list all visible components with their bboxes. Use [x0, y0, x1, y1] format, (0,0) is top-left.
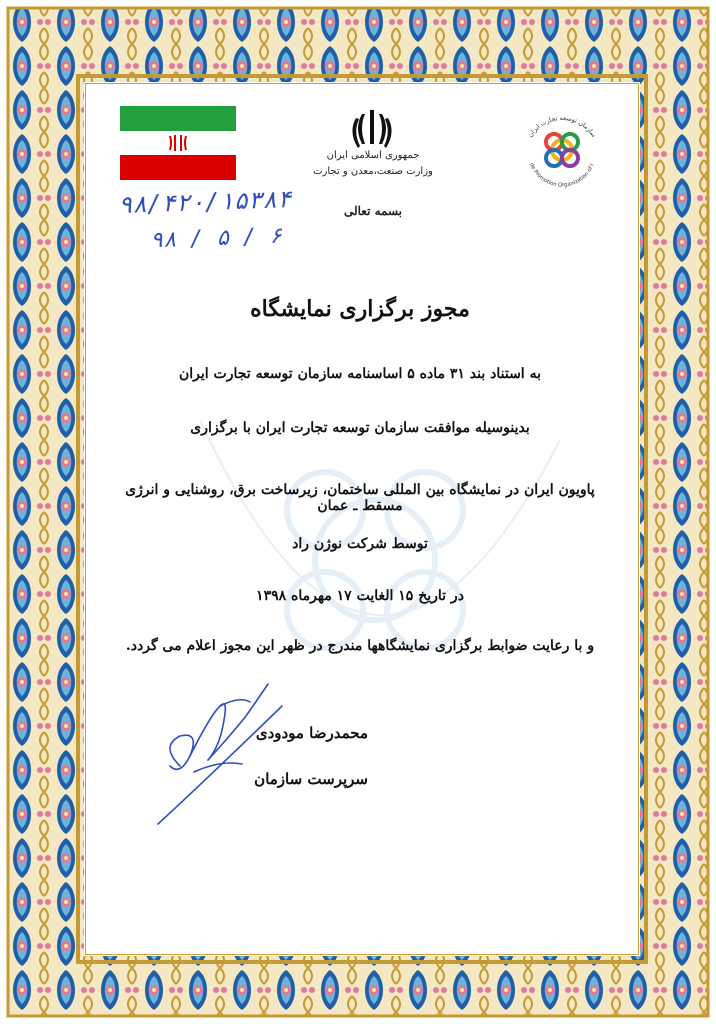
handwritten-signature [150, 676, 290, 826]
iran-emblem-icon [348, 108, 396, 152]
body-line-5: در تاریخ ۱۵ الغایت ۱۷ مهرماه ۱۳۹۸ [256, 588, 464, 604]
tpo-logo-text-fa: سازمان توسعه تجارت ایران [526, 113, 598, 139]
svg-text:سازمان توسعه تجارت ایران [526, 114, 598, 139]
invocation-text: بسمه تعالی [343, 204, 403, 218]
body-line-4: توسط شرکت نوژن راد [292, 536, 428, 552]
tpo-logo-text-en: de Promotion Organization of I [528, 162, 596, 189]
body-line-2: بدینوسیله موافقت سازمان توسعه تجارت ایران با برگزاری [190, 420, 530, 436]
body-line-1: به استناد بند ۳۱ ماده ۵ اساسنامه سازمان توسعه تجارت ایران [179, 366, 541, 382]
page-title: مجوز برگزاری نمایشگاه [250, 296, 470, 322]
government-name: جمهوری اسلامی ایران [326, 150, 420, 161]
handwritten-date: ۹۸ / ۵ / ۶ [149, 223, 283, 254]
signer-position: سرپرست سازمان [254, 770, 368, 788]
body-line-3: پاویون ایران در نمایشگاه بین المللی ساختمان، زیرساخت برق، روشنایی و انرژی مسقط ـ عمان [125, 482, 595, 514]
tpo-logo-icon [516, 104, 608, 200]
ministry-name: وزارت صنعت،معدن و تجارت [313, 166, 433, 177]
signer-name: محمدرضا مودودی [255, 724, 368, 742]
body-line-6: و با رعایت ضوابط برگزاری نمایشگاهها مندرج در ظهر این مجوز اعلام می گردد. [125, 638, 595, 654]
iran-flag-icon [120, 106, 236, 180]
handwritten-reference-number: ۹۸/۴۲۰/۱۵۳۸۴ [117, 184, 292, 220]
